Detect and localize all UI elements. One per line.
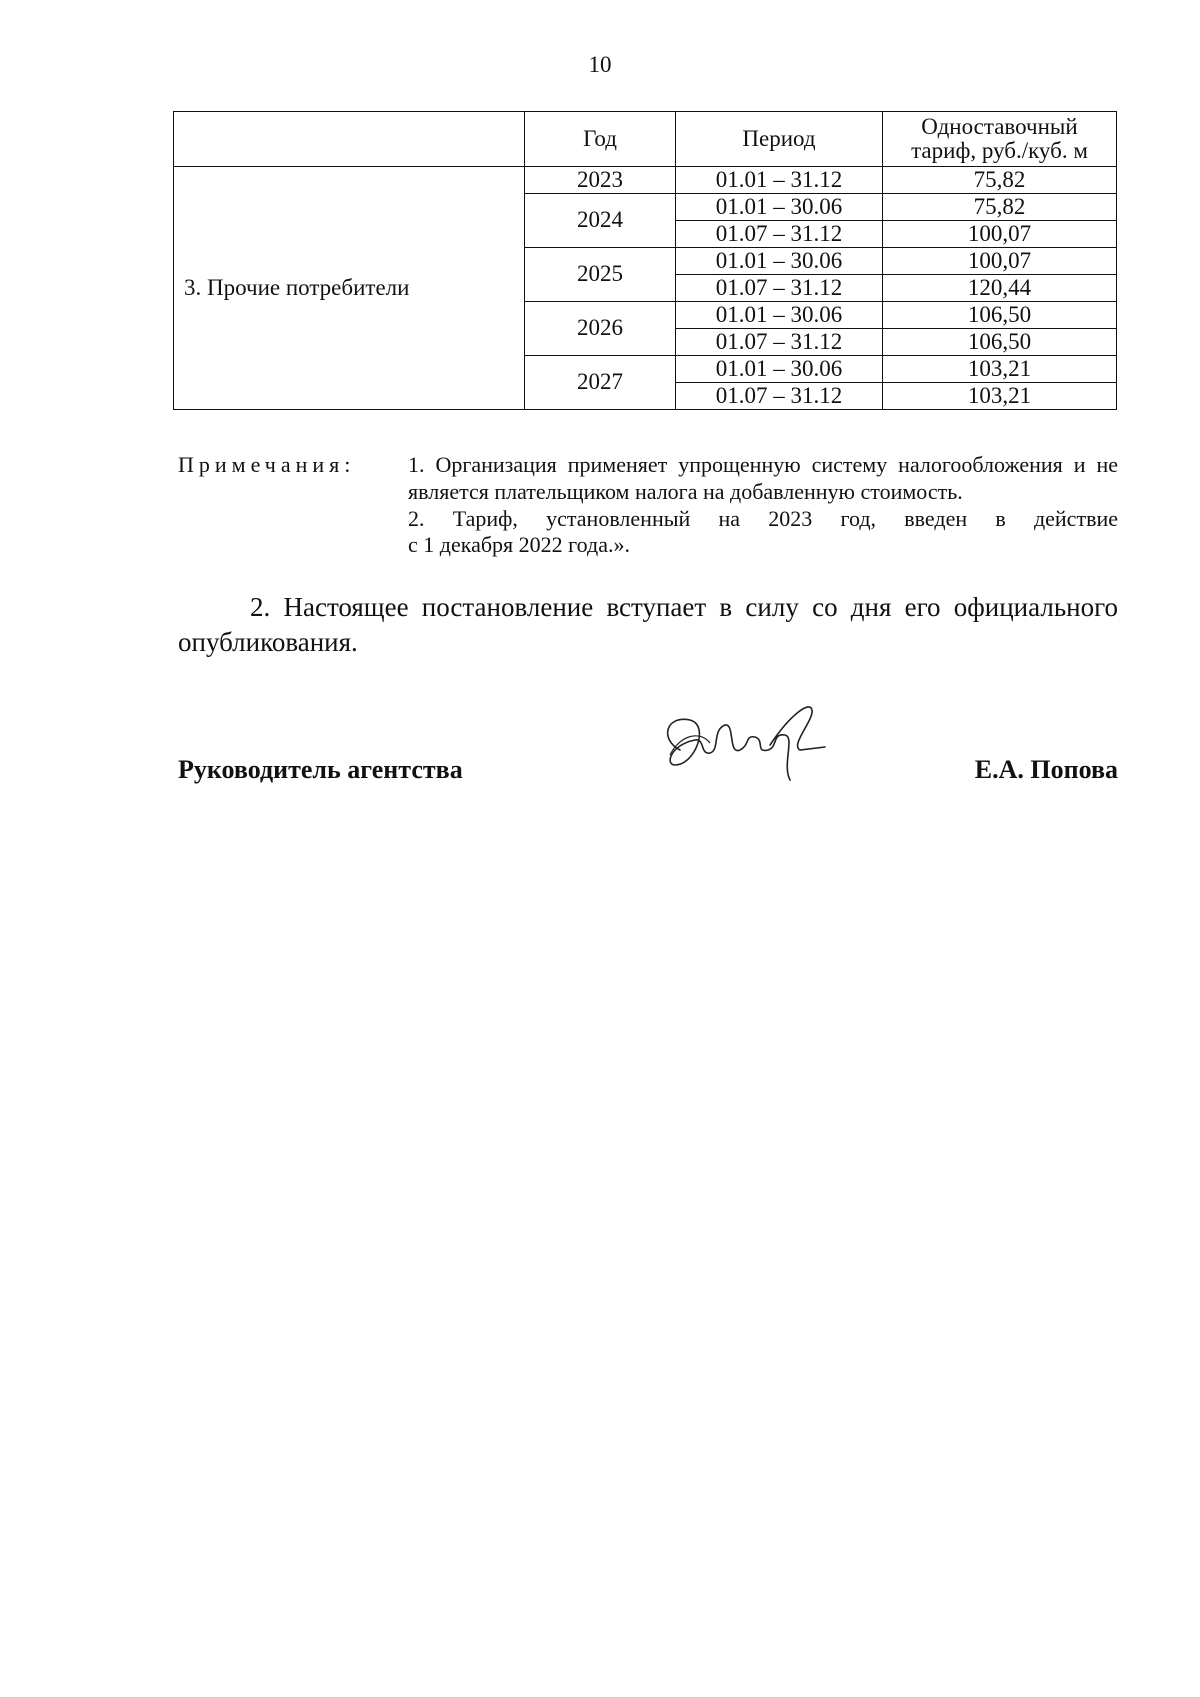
note-item: 2. Тариф, установленный на 2023 год, введен в действие: [408, 505, 1118, 531]
period-cell: 01.01 – 31.12: [676, 167, 883, 194]
tariff-cell: 103,21: [883, 356, 1117, 383]
year-cell: 2024: [525, 194, 676, 248]
period-cell: 01.07 – 31.12: [676, 329, 883, 356]
period-cell: 01.01 – 30.06: [676, 356, 883, 383]
note-item: с 1 декабря 2022 года.».: [408, 532, 630, 558]
tariff-cell: 103,21: [883, 383, 1117, 410]
year-cell: 2027: [525, 356, 676, 410]
year-cell: 2026: [525, 302, 676, 356]
period-cell: 01.01 – 30.06: [676, 302, 883, 329]
page-number: 10: [588, 52, 612, 77]
effective-clause: 2. Настоящее постановление вступает в силу со дня его официального опубликования.: [178, 592, 1118, 658]
tariff-cell: 75,82: [883, 194, 1117, 221]
header-tariff: Одноставочный тариф, руб./куб. м: [883, 112, 1117, 167]
tariff-cell: 120,44: [883, 275, 1117, 302]
period-cell: 01.07 – 31.12: [676, 221, 883, 248]
tariff-cell: 100,07: [883, 221, 1117, 248]
notes-label: Примечания:: [178, 452, 356, 477]
period-cell: 01.01 – 30.06: [676, 248, 883, 275]
signatory-name: Е.А. Попова: [974, 755, 1118, 784]
tariff-table: [173, 111, 1117, 410]
period-cell: 01.07 – 31.12: [676, 383, 883, 410]
period-cell: 01.07 – 31.12: [676, 275, 883, 302]
tariff-cell: 100,07: [883, 248, 1117, 275]
header-year: Год: [525, 112, 676, 167]
tariff-cell: 75,82: [883, 167, 1117, 194]
table-row: [174, 167, 1117, 194]
year-cell: 2023: [525, 167, 676, 194]
year-cell: 2025: [525, 248, 676, 302]
tariff-cell: 106,50: [883, 329, 1117, 356]
signatory-title: Руководитель агентства: [178, 755, 463, 784]
header-consumer: [174, 112, 525, 167]
note-item: 1. Организация применяет упрощенную систему налогообложения и не является плательщиком налога на добавленную стоимость.: [408, 452, 1118, 504]
table-header-row: [174, 112, 1117, 167]
period-cell: 01.01 – 30.06: [676, 194, 883, 221]
tariff-cell: 106,50: [883, 302, 1117, 329]
handwritten-signature-icon: [650, 695, 870, 795]
consumer-cell: 3. Прочие потребители: [174, 167, 525, 410]
header-period: Период: [676, 112, 883, 167]
notes-body: [408, 452, 1118, 559]
